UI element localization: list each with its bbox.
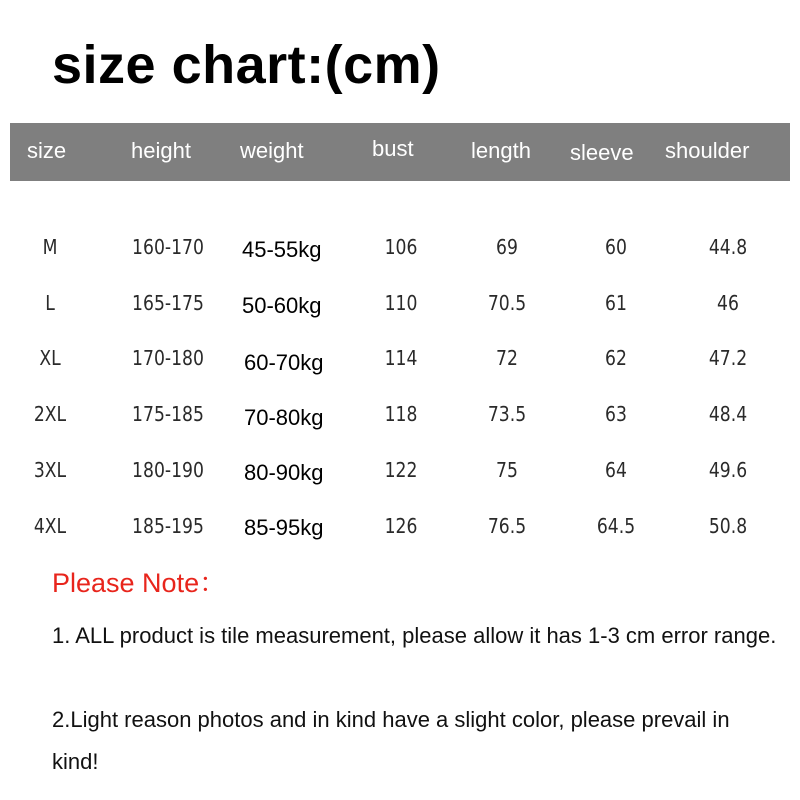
table-row: [0, 287, 800, 327]
cell-shoulder: 48.4: [708, 402, 748, 426]
cell-height: 165-175: [132, 291, 204, 315]
cell-sleeve: 64.5: [596, 514, 636, 538]
cell-shoulder: 50.8: [708, 514, 748, 538]
cell-size: L: [45, 291, 55, 315]
cell-length: 72: [496, 346, 518, 370]
cell-length: 73.5: [487, 402, 527, 426]
cell-length: 70.5: [487, 291, 527, 315]
note-heading: Please Note：: [52, 568, 227, 598]
cell-height: 180-190: [132, 458, 204, 482]
cell-shoulder: 47.2: [708, 346, 748, 370]
cell-length: 69: [496, 235, 518, 259]
column-header-height: height: [131, 138, 191, 163]
cell-size: XL: [39, 346, 61, 370]
cell-sleeve: 62: [605, 346, 627, 370]
cell-weight: 80-90kg: [244, 460, 324, 485]
cell-length: 75: [496, 458, 518, 482]
cell-sleeve: 63: [605, 402, 627, 426]
cell-size: 2XL: [33, 402, 67, 426]
cell-bust: 106: [384, 235, 418, 259]
cell-bust: 118: [384, 402, 418, 426]
cell-size: 3XL: [33, 458, 67, 482]
cell-sleeve: 60: [605, 235, 627, 259]
cell-length: 76.5: [487, 514, 527, 538]
table-row: [0, 510, 800, 550]
table-row: [0, 398, 800, 438]
column-header-sleeve: sleeve: [570, 140, 634, 165]
column-header-bust: bust: [372, 136, 414, 161]
table-row: [0, 231, 800, 271]
cell-sleeve: 61: [605, 291, 627, 315]
cell-height: 160-170: [132, 235, 204, 259]
cell-shoulder: 44.8: [708, 235, 748, 259]
cell-sleeve: 64: [605, 458, 627, 482]
page-title: size chart:(cm): [52, 35, 441, 95]
cell-weight: 70-80kg: [244, 405, 324, 430]
cell-height: 185-195: [132, 514, 204, 538]
cell-height: 170-180: [132, 346, 204, 370]
cell-weight: 60-70kg: [244, 350, 324, 375]
cell-bust: 126: [384, 514, 418, 538]
column-header-size: size: [27, 138, 67, 163]
cell-bust: 110: [384, 291, 418, 315]
column-header-shoulder: shoulder: [665, 138, 750, 163]
table-header: [10, 123, 790, 181]
note-item-color: 2.Light reason photos and in kind have a slight color, please prevail in kind!: [52, 707, 730, 774]
cell-weight: 85-95kg: [244, 515, 324, 540]
cell-weight: 45-55kg: [242, 237, 322, 262]
column-header-length: length: [471, 138, 531, 163]
table-row: [0, 342, 800, 382]
cell-weight: 50-60kg: [242, 293, 322, 318]
cell-bust: 114: [384, 346, 418, 370]
cell-size: 4XL: [33, 514, 67, 538]
cell-height: 175-185: [132, 402, 204, 426]
cell-size: M: [42, 235, 58, 259]
cell-bust: 122: [384, 458, 418, 482]
note-item-measurement: 1. ALL product is tile measurement, please allow it has 1-3 cm error range.: [52, 623, 777, 648]
table-row: [0, 454, 800, 494]
cell-shoulder: 49.6: [708, 458, 748, 482]
cell-shoulder: 46: [717, 291, 739, 315]
column-header-weight: weight: [240, 138, 304, 163]
